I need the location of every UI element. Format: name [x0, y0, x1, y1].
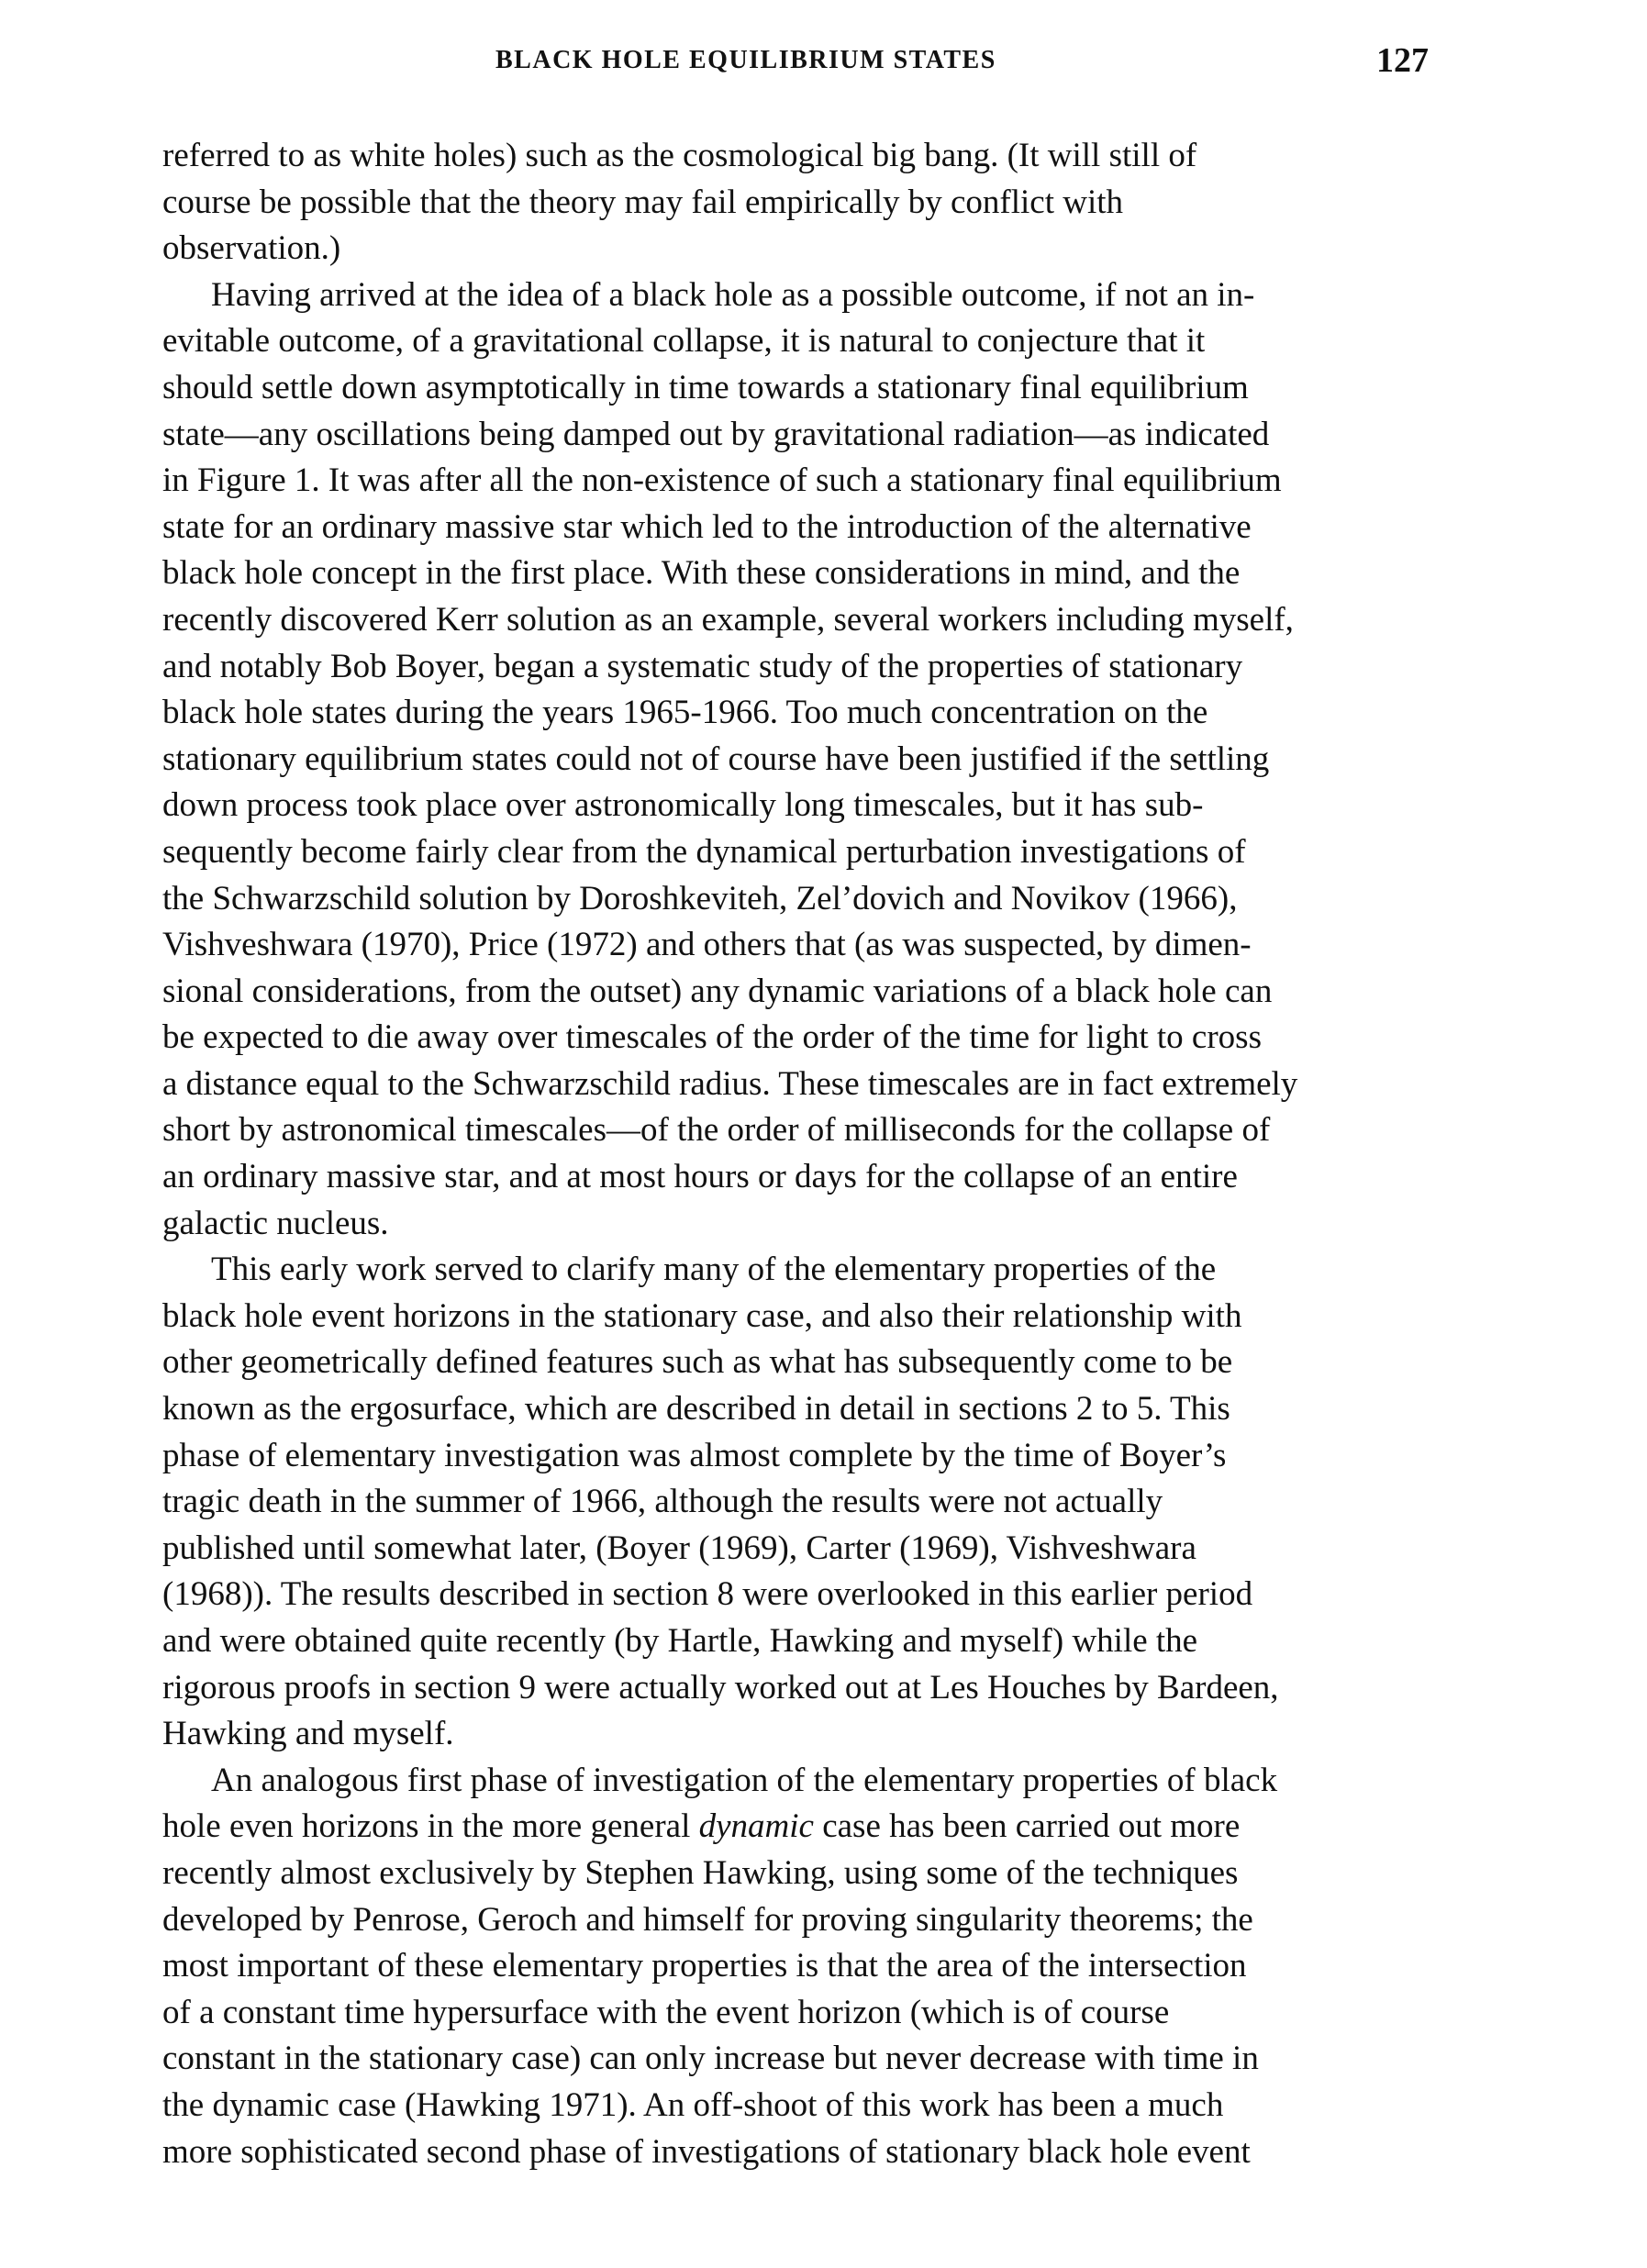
text-line: down process took place over astronomically long timescales, but it has sub- [162, 786, 1204, 825]
text-line: phase of elementary investigation was almost complete by the time of Boyer’s [162, 1436, 1227, 1474]
text-line: should settle down asymptotically in time towards a stationary final equilibrium [162, 368, 1249, 406]
text-line: galactic nucleus. [162, 1204, 389, 1242]
page-number: 127 [1376, 41, 1429, 80]
text-line: Vishveshwara (1970), Price (1972) and others that (as was suspected, by dimen- [162, 926, 1252, 964]
text-line: the Schwarzschild solution by Doroshkeviteh, Zel’dovich and Novikov (1966), [162, 879, 1238, 917]
text-line: course be possible that the theory may fail empirically by conflict with [162, 183, 1124, 221]
text-line: of a constant time hypersurface with the event horizon (which is of course [162, 1993, 1170, 2031]
paragraph-first-line: This early work served to clarify many of the elementary properties of the [211, 1251, 1217, 1289]
text-line-with-emphasis [162, 1804, 1475, 1851]
paragraph-first-line: An analogous first phase of investigation of the elementary properties of black [211, 1761, 1278, 1799]
text-segment: case has been carried out more [813, 1807, 1241, 1846]
text-line: sequently become fairly clear from the dynamical perturbation investigations of [162, 832, 1246, 871]
text-line: an ordinary massive star, and at most hours or days for the collapse of an entire [162, 1158, 1238, 1196]
text-line: referred to as white holes) such as the cosmological big bang. (It will still of [162, 137, 1197, 174]
text-line: short by astronomical timescales—of the order of milliseconds for the collapse of [162, 1111, 1271, 1150]
text-line: (1968)). The results described in section 8 were overlooked in this earlier period [162, 1575, 1253, 1614]
text-line: developed by Penrose, Geroch and himself for proving singularity theorems; the [162, 1900, 1253, 1939]
text-line: and were obtained quite recently (by Hartle, Hawking and myself) while the [162, 1622, 1198, 1660]
text-line: black hole event horizons in the stationary case, and also their relationship with [162, 1296, 1242, 1335]
running-head: BLACK HOLE EQUILIBRIUM STATES [495, 46, 996, 74]
text-line: the dynamic case (Hawking 1971). An off-shoot of this work has been a much [162, 2085, 1224, 2124]
text-line: state—any oscillations being damped out by gravitational radiation—as indicated [162, 415, 1270, 453]
text-line: most important of these elementary properties is that the area of the intersection [162, 1947, 1247, 1985]
text-line: published until somewhat later, (Boyer (1969), Carter (1969), Vishveshwara [162, 1529, 1196, 1567]
emphasis-dynamic: dynamic [698, 1807, 814, 1846]
text-line: black hole states during the years 1965-1966. Too much concentration on the [162, 694, 1208, 732]
text-line: be expected to die away over timescales of the order of the time for light to cross [162, 1018, 1262, 1057]
text-line: observation.) [162, 229, 341, 268]
text-line: other geometrically defined features such as what has subsequently come to be [162, 1343, 1233, 1382]
text-line: a distance equal to the Schwarzschild radius. These timescales are in fact extremely [162, 1064, 1298, 1103]
text-line: recently discovered Kerr solution as an example, several workers including myself, [162, 600, 1294, 639]
text-segment: hole even horizons in the more general [162, 1807, 699, 1846]
text-line: known as the ergosurface, which are described in detail in sections 2 to 5. This [162, 1390, 1230, 1429]
text-line: recently almost exclusively by Stephen Hawking, using some of the techniques [162, 1853, 1239, 1892]
text-line: more sophisticated second phase of investigations of stationary black hole event [162, 2132, 1251, 2171]
text-line: constant in the stationary case) can only increase but never decrease with time in [162, 2040, 1259, 2078]
text-line: evitable outcome, of a gravitational collapse, it is natural to conjecture that it [162, 322, 1206, 361]
text-line: state for an ordinary massive star which led to the introduction of the alternative [162, 507, 1252, 546]
text-line: rigorous proofs in section 9 were actually worked out at Les Houches by Bardeen, [162, 1668, 1279, 1707]
text-line: stationary equilibrium states could not of course have been justified if the settling [162, 739, 1270, 778]
paragraph-first-line: Having arrived at the idea of a black hole as a possible outcome, if not an in- [211, 275, 1255, 314]
body-text [162, 133, 1475, 2175]
text-line: and notably Bob Boyer, began a systematic study of the properties of stationary [162, 647, 1243, 685]
text-line: sional considerations, from the outset) any dynamic variations of a black hole can [162, 972, 1273, 1010]
text-line: Hawking and myself. [162, 1715, 454, 1753]
text-line: black hole concept in the first place. With these considerations in mind, and the [162, 554, 1241, 593]
text-line: in Figure 1. It was after all the non-existence of such a stationary final equilibrium [162, 461, 1282, 500]
text-line: tragic death in the summer of 1966, although the results were not actually [162, 1483, 1163, 1521]
